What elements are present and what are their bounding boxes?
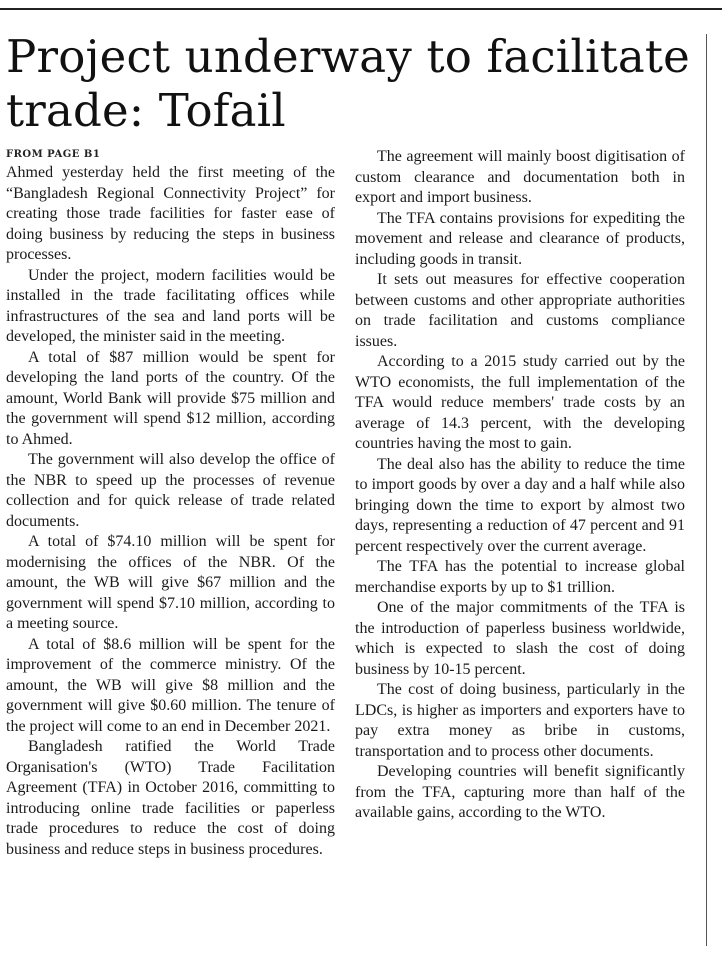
paragraph: The deal also has the ability to reduce the time to import goods by over a day and a half while also bringing down the time to export by almost two days, representing a reduction of 47 percent and 91 percent respectively over the current average. xyxy=(355,455,685,555)
paragraph: A total of $74.10 million will be spent for modernising the offices of the NBR. Of the amount, the WB will give $67 million and the government will spend $7.10 million, according to a meeting source. xyxy=(6,533,335,632)
paragraph: A total of $8.6 million will be spent for the improvement of the commerce ministry. Of the amount, the WB will give $8 million and the government will give $0.60 million. The tenure of the project will come to an end in December 2021. xyxy=(6,635,335,735)
paragraph: A total of $87 million would be spent for developing the land ports of the country. Of the amount, World Bank will provide $75 million and the government will spend $12 million, according to Ahmed. xyxy=(6,348,335,448)
paragraph: Under the project, modern facilities would be installed in the trade facilitating offices while infrastructures of the sea and land ports will be developed, the minister said in the meeting. xyxy=(6,266,335,345)
paragraph: Bangladesh ratified the World Trade Organisation's (WTO) Trade Facilitation Agreement (TFA) in October 2016, committing to introducing online trade facilities or paperless trade procedures to reduce the cost of doing business and reduce steps in business procedures. xyxy=(6,738,335,858)
top-rule xyxy=(0,8,722,10)
paragraph: The TFA has the potential to increase global merchandise exports by up to $1 trillion. xyxy=(355,558,685,596)
paragraph: The government will also develop the office of the NBR to speed up the processes of revenue collection and for quick release of trade related documents. xyxy=(6,451,335,530)
paragraph: One of the major commitments of the TFA is the introduction of paperless business worldwide, which is expected to slash the cost of doing business by 10-15 percent. xyxy=(355,599,685,678)
paragraph: The cost of doing business, particularly in the LDCs, is higher as importers and exporters have to pay extra money as bribe in customs, transportation and to process other documents. xyxy=(355,681,685,760)
paragraph: Ahmed yesterday held the first meeting of the “Bangladesh Regional Connectivity Project” for creating those trade facilities for faster ease of doing business by reducing the steps in business processes. xyxy=(6,164,335,263)
paragraph: According to a 2015 study carried out by the WTO economists, the full implementation of the TFA would reduce members' trade costs by an average of 14.3 percent, with the developing countries having the most to gain. xyxy=(355,353,685,452)
paragraph: It sets out measures for effective cooperation between customs and other appropriate authorities on trade facilitation and customs compliance issues. xyxy=(355,271,685,350)
right-column xyxy=(355,147,685,824)
paragraph: The agreement will mainly boost digitisation of custom clearance and documentation both in export and import business. xyxy=(355,148,685,206)
paragraph: The TFA contains provisions for expediting the movement and release and clearance of products, including goods in transit. xyxy=(355,209,685,268)
left-column xyxy=(6,163,335,860)
column-rule xyxy=(706,34,707,946)
headline: Project underway to facilitate trade: Tofail xyxy=(6,30,691,137)
paragraph: Developing countries will benefit significantly from the TFA, capturing more than half of the available gains, according to the WTO. xyxy=(355,763,685,821)
continuation-kicker: FROM PAGE B1 xyxy=(6,149,101,160)
